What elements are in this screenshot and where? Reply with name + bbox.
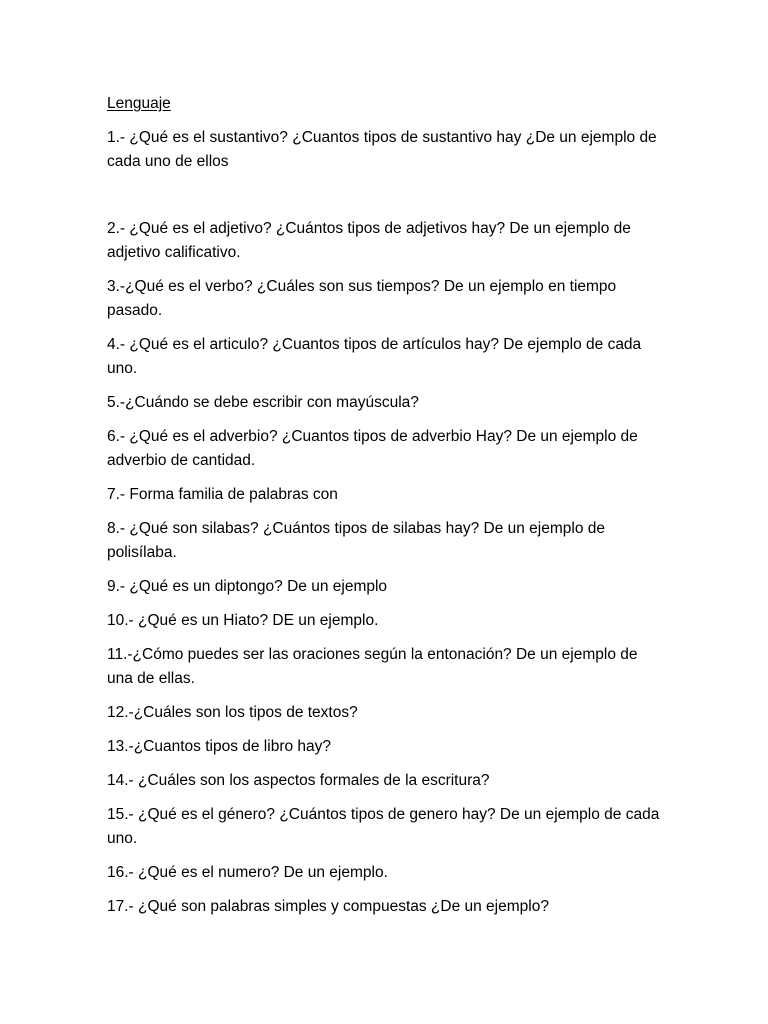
question-6: 6.- ¿Qué es el adverbio? ¿Cuantos tipos de adverbio Hay? De un ejemplo de adverbio de cantidad. (107, 428, 638, 469)
question-8: 8.- ¿Qué son silabas? ¿Cuántos tipos de silabas hay? De un ejemplo de polisílaba. (107, 520, 606, 561)
question-3: 3.-¿Qué es el verbo? ¿Cuáles son sus tiempos? De un ejemplo en tiempo pasado. (107, 278, 617, 319)
document-title: Lenguaje (107, 95, 171, 112)
question-16: 16.- ¿Qué es el numero? De un ejemplo. (107, 864, 388, 881)
question-1: 1.- ¿Qué es el sustantivo? ¿Cuantos tipos de sustantivo hay ¿De un ejemplo de cada uno de ellos (107, 129, 657, 170)
question-9: 9.- ¿Qué es un diptongo? De un ejemplo (107, 578, 388, 595)
question-5: 5.-¿Cuándo se debe escribir con mayúscula? (107, 394, 419, 411)
question-10: 10.- ¿Qué es un Hiato? DE un ejemplo. (107, 612, 379, 629)
question-13: 13.-¿Cuantos tipos de libro hay? (107, 738, 332, 755)
document-body (107, 92, 667, 929)
question-14: 14.- ¿Cuáles son los aspectos formales de la escritura? (107, 772, 490, 789)
question-4: 4.- ¿Qué es el articulo? ¿Cuantos tipos de artículos hay? De ejemplo de cada uno. (107, 336, 642, 377)
question-15: 15.- ¿Qué es el género? ¿Cuántos tipos de genero hay? De un ejemplo de cada uno. (107, 806, 660, 847)
question-2: 2.- ¿Qué es el adjetivo? ¿Cuántos tipos de adjetivos hay? De un ejemplo de adjetivo calificativo. (107, 220, 631, 261)
question-7: 7.- Forma familia de palabras con (107, 486, 338, 503)
question-list (107, 126, 667, 919)
question-12: 12.-¿Cuáles son los tipos de textos? (107, 704, 358, 721)
question-17: 17.- ¿Qué son palabras simples y compuestas ¿De un ejemplo? (107, 898, 549, 915)
question-11: 11.-¿Cómo puedes ser las oraciones según la entonación? De un ejemplo de una de ellas. (107, 646, 638, 687)
